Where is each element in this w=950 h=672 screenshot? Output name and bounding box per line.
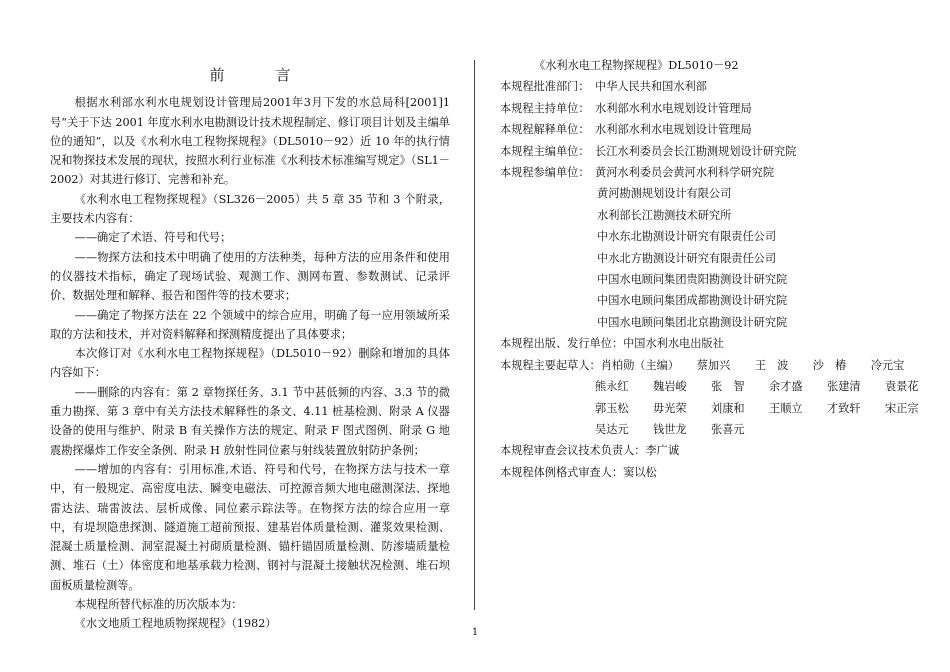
publisher-value: 中国水利水电出版社: [623, 337, 724, 351]
previous-version-line: [500, 55, 920, 76]
credit-row: [500, 98, 920, 119]
credit-row: [500, 119, 920, 140]
drafter-name: 蔡加兴: [696, 358, 731, 372]
drafter-name: 宋正宗: [885, 401, 919, 415]
credit-value: 中华人民共和国水利部: [595, 80, 707, 94]
publisher-row: [500, 333, 920, 354]
previous-version-text: 《水利水电工程物探规程》DL5010－92: [534, 59, 739, 72]
drafter-name: 张 智: [711, 380, 745, 394]
drafters-row: [500, 419, 920, 440]
participant-unit: 中国水电顾问集团成都勘测设计研究院: [597, 294, 788, 308]
column-divider: [474, 60, 475, 610]
drafter-name: 张喜元: [711, 422, 745, 436]
preface-paragraph: ——确定了术语、符号和代号；: [74, 231, 232, 245]
drafter-name: 熊永红: [595, 380, 629, 394]
participant-unit: 水利部长江勘测技术研究所: [597, 208, 732, 222]
drafter-name: 肖柏勋（主编）: [600, 358, 680, 372]
tech-reviewer-label: 本规程审查会议技术负责人：: [500, 444, 646, 458]
credit-label: 本规程主持单位：: [500, 101, 590, 115]
drafters-row: [500, 398, 920, 419]
preface-paragraph: ——增加的内容有：引用标准,术语、符号和代号，在物探方法与技术一章中，有一般规定、高密度电法、瞬变电磁法、可控源音频大地电磁测深法、探地雷达法、瑞雷波法、层析成像、同位素示踪法等。在物探方法的综合应用一章中，有堤坝隐患探测、隧道施工超前预报、建基岩体质量检测、灌浆效果检测、混凝土质量检测、洞室混凝土衬砌质量检测、锚杆锚固质量检测、防渗墙质量检测、堆石（土）体密度和地基承载力检测、钢衬与混凝土接触状况检测、堆石坝面板质量检测等。: [50, 462, 450, 592]
tech-reviewer-name: 李广诚: [645, 444, 680, 458]
credit-row: [500, 162, 920, 183]
drafter-name: 才致轩: [827, 401, 861, 415]
format-reviewer-label: 本规程体例格式审查人：: [500, 465, 624, 479]
tech-reviewer-row: [500, 440, 920, 461]
preface-paragraph: 本规程所替代标准的历次版本为：: [74, 598, 243, 612]
participant-unit: 黄河勘测规划设计有限公司: [597, 187, 732, 201]
drafter-name: 余才盛: [769, 380, 803, 394]
drafter-name: 袁景花: [885, 380, 919, 394]
preface-paragraph: ——确定了物探方法在 22 个领域中的综合应用，明确了每一应用领域所采取的方法和技术，并对资料解释和探测精度提出了具体要求；: [50, 308, 450, 341]
credit-value: 水利部水利水电规划设计管理局: [595, 123, 752, 137]
drafter-name: 毋光荣: [653, 401, 687, 415]
drafter-name: 魏岩峻: [653, 380, 687, 394]
drafter-name: 钱世龙: [653, 422, 687, 436]
page-number: 1: [471, 627, 479, 638]
preface-column: [50, 66, 450, 634]
credit-row: [500, 141, 920, 162]
credit-label: 本规程解释单位：: [500, 123, 590, 137]
preface-paragraph: 《水文地质工程地质物探规程》（1982）: [74, 617, 277, 631]
participant-unit: 中水北方勘测设计研究有限责任公司: [597, 251, 777, 265]
credit-value: 水利部水利水电规划设计管理局: [595, 101, 752, 115]
participant-unit: 中水东北勘测设计研究有限责任公司: [597, 230, 777, 244]
drafter-name: 王顺立: [769, 401, 803, 415]
preface-paragraph: ——删除的内容有：第 2 章物探任务、3.1 节中甚低频的内容、3.3 节的微重力勘探、第 3 章中有关方法技术解释性的条文、4.11 桩基检测、附录 A 仪器设备的使用与维护、附录 B 有关操作方法的规定、附录 F 图式图例、附录 G 地震勘探爆炸工作安全条例、附录 H 放射性同位素与射线装置放射防护条例；: [50, 385, 450, 457]
format-reviewer-name: 窦以松: [623, 465, 657, 479]
credit-value: 黄河水利委员会黄河水利科学研究院: [595, 166, 775, 180]
drafter-name: 郭玉松: [595, 401, 629, 415]
drafters-row: [500, 376, 920, 397]
preface-paragraph: 《水利水电工程物探规程》（SL326－2005）共 5 章 35 节和 3 个附录，主要技术内容有：: [50, 192, 450, 226]
credit-label: 本规程参编单位：: [500, 166, 590, 180]
page-title: 前 言: [209, 66, 309, 84]
preface-paragraph: 本次修订对《水利水电工程物探规程》（DL5010－92）删除和增加的具体内容如下：: [50, 347, 450, 380]
credit-label: 本规程批准部门：: [500, 80, 590, 94]
credits-column: [500, 55, 920, 483]
drafter-name: 王 波: [754, 358, 789, 372]
publisher-label: 本规程出版、发行单位：: [500, 337, 624, 351]
drafters-row: [500, 355, 920, 376]
preface-paragraph: 根据水利部水利水电规划设计管理局2001年3月下发的水总局科[2001]1号“关于下达 2001 年度水利水电勘测设计技术规程制定、修订项目计划及主编单位的通知”，以及《水利水电工程物探规程》（DL5010－92）近 10 年的执行情况和物探技术发展的现状，按照水利行业标准《水利技术标准编写规定》（SL1－2002）对其进行修订、完善和补充。: [50, 96, 450, 187]
drafter-name: 冷元宝: [870, 358, 905, 372]
drafter-name: 刘康和: [711, 401, 745, 415]
credit-value: 长江水利委员会长江勘测规划设计研究院: [595, 144, 797, 158]
format-reviewer-row: [500, 462, 920, 483]
drafter-name: 沙 椿: [812, 358, 847, 372]
drafters-label: 本规程主要起草人：: [500, 358, 601, 372]
drafter-name: 吴达元: [595, 422, 629, 436]
participant-unit: 中国水电顾问集团北京勘测设计研究院: [597, 315, 788, 329]
credit-row: [500, 76, 920, 97]
credit-label: 本规程主编单位：: [500, 144, 590, 158]
preface-paragraph: ——物探方法和技术中明确了使用的方法种类，每种方法的应用条件和使用的仪器技术指标，确定了现场试验、观测工作、测网布置、参数测试、记录评价、数据处理和解释、报告和图件等的技术要求；: [50, 250, 450, 303]
participant-unit: 中国水电顾问集团贵阳勘测设计研究院: [597, 273, 788, 287]
drafter-name: 张建清: [827, 380, 861, 394]
